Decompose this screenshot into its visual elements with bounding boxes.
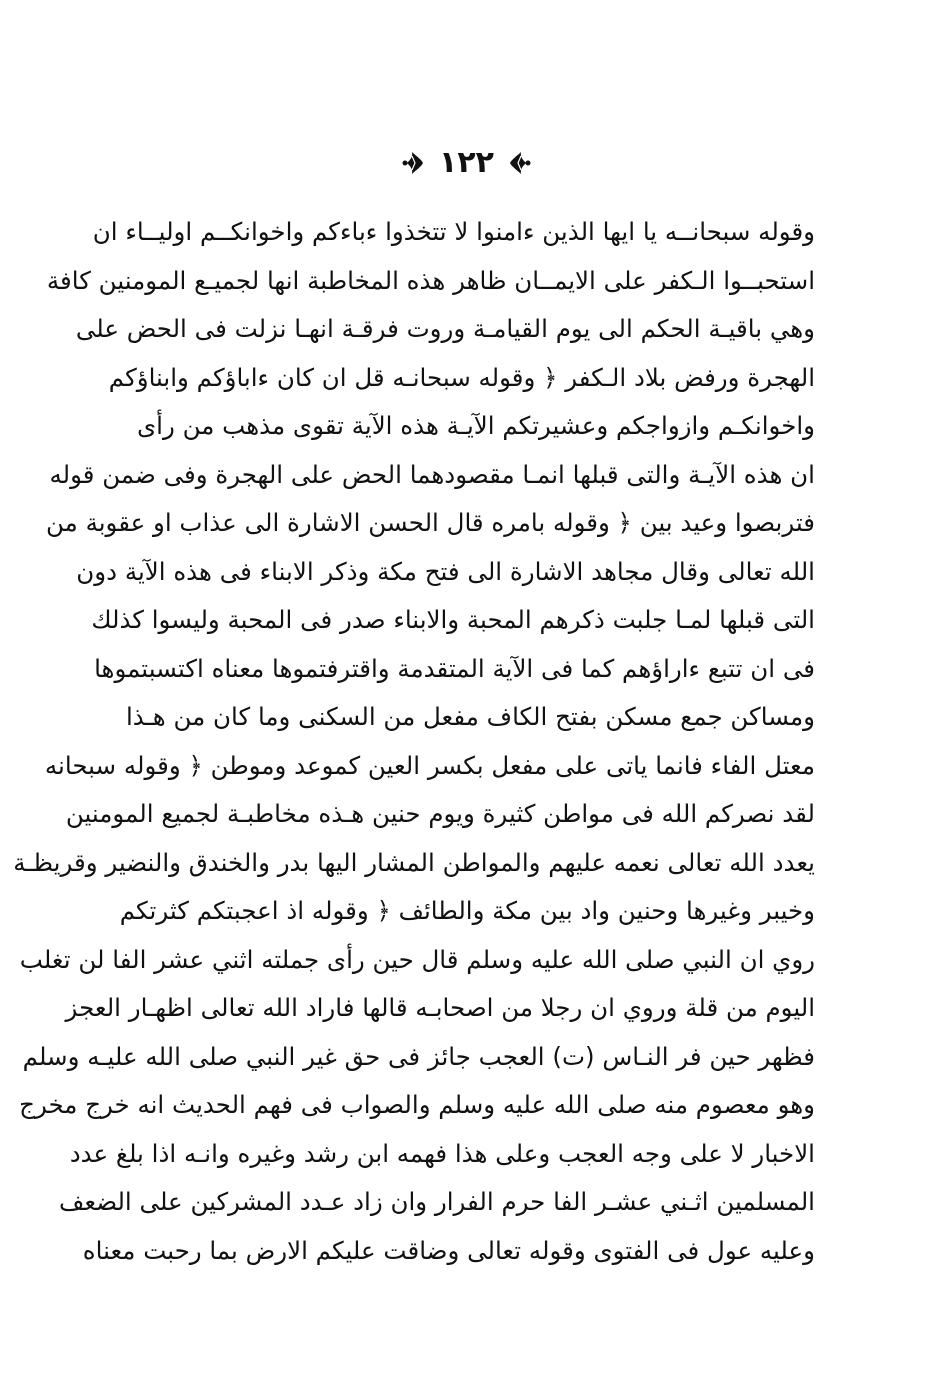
text-line: ان هذه الآيـة والتى قبلها انمـا مقصودهما الحض على الهجرة وفى ضمن قوله — [49, 459, 815, 489]
text-line: وقوله سبحانــه يا ايها الذين ءامنوا لا تتخذوا ءباءكم واخوانكــم اوليــاء ان — [92, 217, 815, 246]
text-line: وخيبر وغيرها وحنين واد بين مكة والطائف ﴿ وقوله اذ اعجبتكم كثرتكم — [119, 896, 815, 925]
text-line: ومساكن جمع مسكن بفتح الكاف مفعل من السكنى وما كان من هـذا — [125, 702, 815, 731]
text-line: يعدد الله تعالى نعمه عليهم والمواطن المشار اليها بدر والخندق والنضير وقريظـة — [13, 847, 815, 877]
text-line: التى قبلها لمـا جلبت ذكرهم المحبة والابناء صدر فى المحبة وليسوا كذلك — [91, 605, 815, 634]
ornament-left-icon — [508, 150, 534, 176]
text-line: المسلمين اثـني عشـر الفا حرم الفرار وان زاد عـدد المشركين على الضعف — [59, 1187, 815, 1216]
text-line: الله تعالى وقال مجاهد الاشارة الى فتح مكة وذكر الابناء فى هذه الآية دون — [76, 556, 815, 586]
text-line: وعليه عول فى الفتوى وقوله تعالى وضاقت عليكم الارض بما رحبت معناه — [82, 1235, 815, 1265]
text-line: فظهر حين فر النـاس (ت) العجب جائز فى حق غير النبي صلى الله عليـه وسلم — [22, 1041, 815, 1071]
text-line: فتربصوا وعيد بين ﴿ وقوله بامره قال الحسن الاشارة الى عذاب او عقوبة من — [46, 508, 815, 537]
text-line: فى ان تتبع ءاراؤهم كما فى الآية المتقدمة واقترفتموها معناه اكتسبتموها — [94, 653, 815, 683]
page-header — [0, 138, 933, 188]
text-line: واخوانكـم وازواجكم وعشيرتكم الآيـة هذه الآية تقوى مذهب من رأى — [137, 411, 815, 440]
text-line: معتل الفاء فانما ياتى على مفعل بكسر العين كموعد وموطن ﴿ وقوله سبحانه — [44, 750, 815, 780]
text-line: روي ان النبي صلى الله عليه وسلم قال حين رأى جملته اثني عشر الفا لن تغلب — [19, 944, 815, 974]
page-number: ١٢٢ — [439, 145, 494, 180]
text-line: وهو معصوم منه صلى الله عليه وسلم والصواب فى فهم الحديث انه خرج مخرج — [19, 1090, 815, 1119]
text-line: استحبــوا الـكفر على الايمــان ظاهر هذه المخاطبة انها لجميـع المومنين كافة — [46, 265, 815, 295]
text-line: وهي باقيـة الحكم الى يوم القيامـة وروت فرقـة انهـا نزلت فى الحض على — [75, 314, 815, 343]
text-line: لقد نصركم الله فى مواطن كثيرة ويوم حنين هـذه مخاطبـة لجميع المومنين — [65, 799, 815, 828]
text-line: اليوم من قلة وروي ان رجلا من اصحابـه قالها فاراد الله تعالى اظهـار العجز — [65, 993, 815, 1022]
text-line: الاخبار لا على وجه العجب وعلى هذا فهمه ابن رشد وغيره وانـه اذا بلغ عدد — [69, 1138, 815, 1168]
ornament-right-icon — [399, 150, 425, 176]
text-line: الهجرة ورفض بلاد الـكفر ﴿ وقوله سبحانـه قل ان كان ءاباؤكم وابناؤكم — [108, 362, 815, 392]
body-text — [13, 208, 815, 1275]
